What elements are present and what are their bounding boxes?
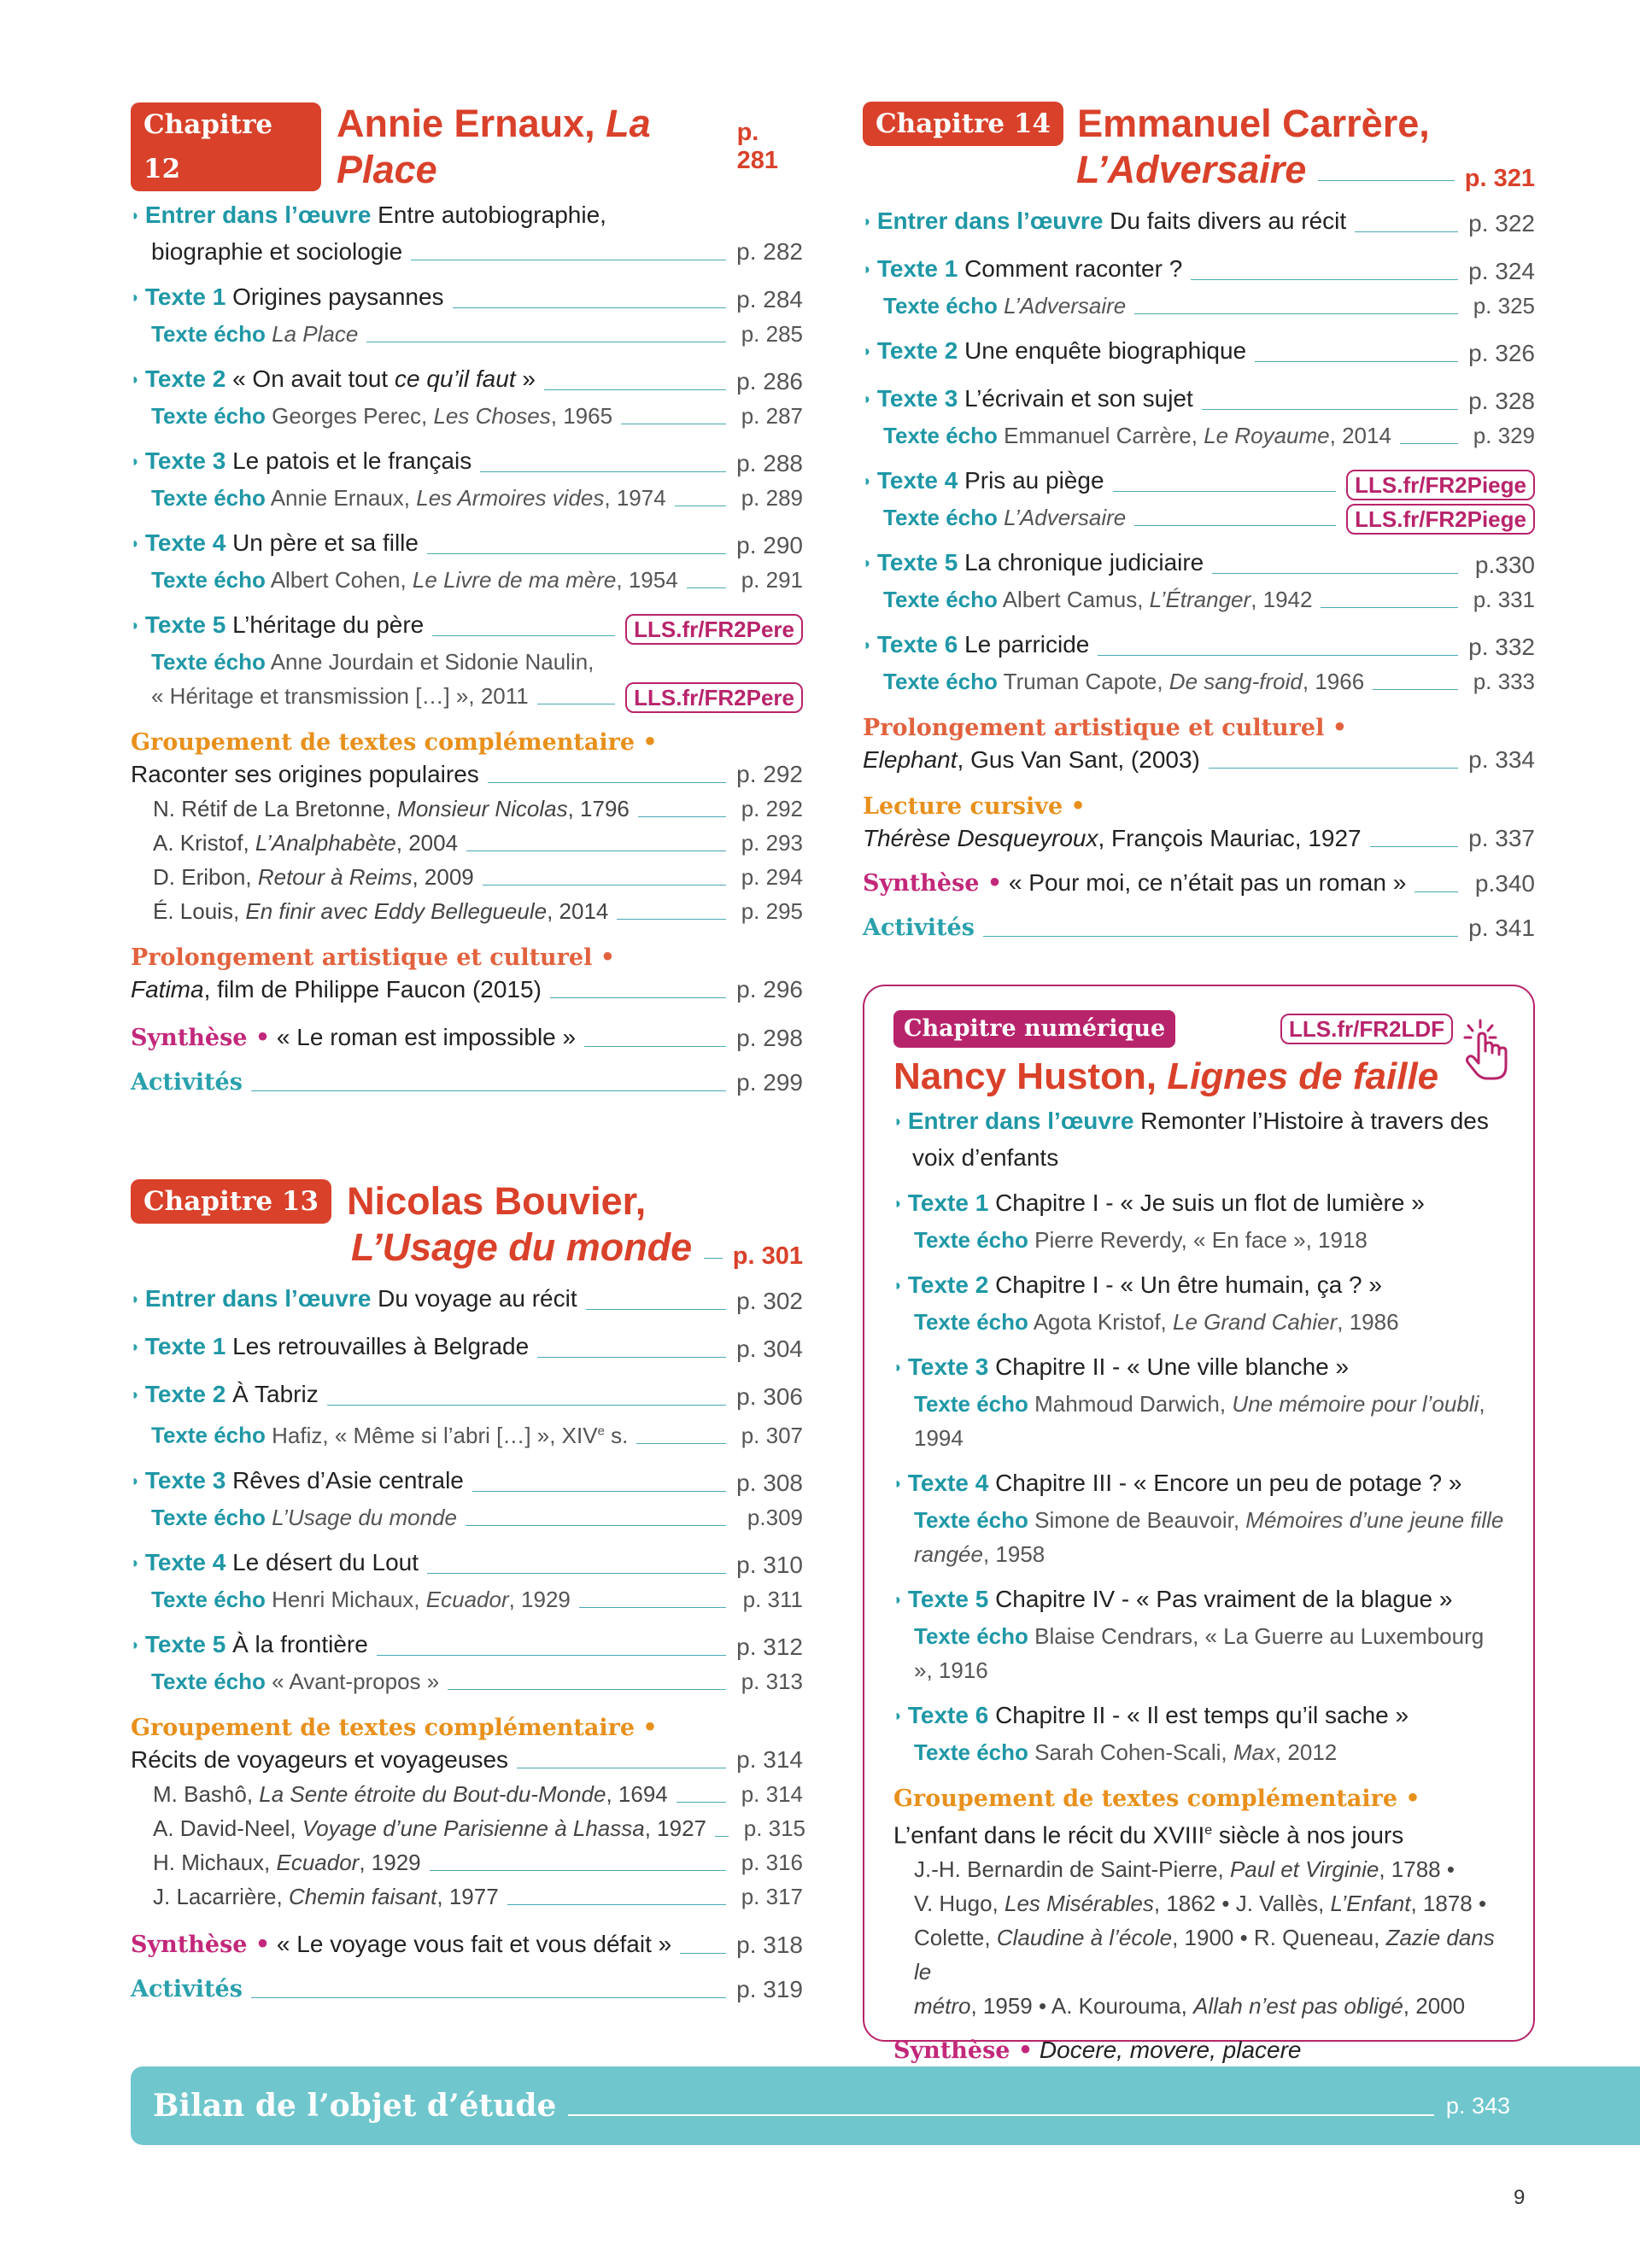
groupement-list: J.-H. Bernardin de Saint-Pierre, Paul et Virginie, 1788 • V. Hugo, Les Misérables, 1862 • J. Vallès, L’Enfant, 1878 • Colette, Claudine à l’école, 1900 • R. Queneau, Zazie dans le métro, 1959 • A. Kourouma, Allah n’est pas obligé, 2000: [914, 1856, 1495, 2020]
toc-entry-texte-4[interactable]: ◗ Texte 4 Chapitre III - « Encore un peu de potage ? »: [893, 1470, 1462, 1496]
toc-sub-item[interactable]: M. Bashô, La Sente étroite du Bout-du-Monde, 1694 p. 314: [153, 1780, 803, 1807]
toc-sub-item[interactable]: J. Lacarrière, Chemin faisant, 1977 p. 317: [153, 1883, 803, 1909]
toc-entry-texte-1[interactable]: ◗ Texte 1 Chapitre I - « Je suis un flot de lumière »: [893, 1190, 1425, 1216]
toc-entry-texte-5[interactable]: ◗ Texte 5 La chronique judiciaire p.330: [863, 549, 1535, 578]
bilan-title: Bilan de l’objet d’étude: [153, 2088, 557, 2124]
section-heading-groupement: Groupement de textes complémentaire •: [893, 1786, 1420, 1812]
toc-entry-texte-echo[interactable]: Texte écho Pierre Reverdy, « En face », 1918: [914, 1227, 1368, 1253]
toc-entry-texte-echo[interactable]: Texte écho Simone de Beauvoir, Mémoires d’une jeune fille rangée, 1958: [914, 1507, 1504, 1567]
digital-chapter-title: Nancy Huston, Lignes de faille: [893, 1055, 1439, 1097]
toc-entry-texte-4[interactable]: ◗ Texte 4 Un père et sa fille p. 290: [131, 529, 803, 558]
toc-entry-texte-echo[interactable]: Texte écho « Avant-propos » p. 313: [151, 1668, 803, 1694]
toc-entry-texte-3[interactable]: ◗ Texte 3 Rêves d’Asie centrale p. 308: [131, 1466, 803, 1496]
toc-entry-texte-5[interactable]: ◗ Texte 5 Chapitre IV - « Pas vraiment de la blague »: [893, 1586, 1453, 1612]
lls-link[interactable]: LLS.fr/FR2Piege: [1346, 470, 1535, 500]
toc-entry-texte-4[interactable]: ◗ Texte 4 Le désert du Lout p. 310: [131, 1548, 803, 1578]
toc-entry-texte-5[interactable]: ◗ Texte 5 À la frontière p. 312: [131, 1630, 803, 1660]
chapter-page[interactable]: p. 281: [736, 119, 778, 174]
toc-entry-texte-echo[interactable]: Texte écho Emmanuel Carrère, Le Royaume, 2014 p. 329: [883, 423, 1535, 448]
toc-entry-texte-1[interactable]: ◗ Texte 1 Origines paysannes p. 284: [131, 284, 803, 313]
toc-sub-item[interactable]: H. Michaux, Ecuador, 1929 p. 316: [153, 1849, 803, 1875]
toc-entry-texte-1[interactable]: ◗ Texte 1 Comment raconter ? p. 324: [863, 255, 1535, 284]
toc-entry-texte-4[interactable]: ◗ Texte 4 Pris au piège LLS.fr/FR2Piege: [863, 464, 1535, 500]
toc-entry-texte-echo[interactable]: Texte écho L’Adversaire LLS.fr/FR2Piege: [863, 500, 1535, 535]
section-heading-prolongement: Prolongement artistique et culturel •: [131, 944, 615, 971]
bilan-page: p. 343: [1445, 2092, 1510, 2119]
toc-sub-item[interactable]: D. Eribon, Retour à Reims, 2009 p. 294: [153, 864, 803, 890]
toc-entry-texte-6[interactable]: ◗ Texte 6 Le parricide p. 332: [863, 631, 1535, 660]
toc-entry-texte-echo[interactable]: Texte écho Annie Ernaux, Les Armoires vides, 1974 p. 289: [151, 485, 803, 511]
toc-entry-texte-2[interactable]: ◗ Texte 2 « On avait tout ce qu’il faut » p. 286: [131, 365, 803, 395]
chapter-title-italic: L’Adversaire: [1076, 148, 1307, 191]
lls-link[interactable]: LLS.fr/FR2Pere: [625, 614, 803, 645]
chapter-badge: Chapitre 14: [863, 102, 1063, 146]
lls-link[interactable]: LLS.fr/FR2LDF: [1280, 1014, 1453, 1044]
toc-entry-texte-echo[interactable]: Texte écho Henri Michaux, Ecuador, 1929 p. 311: [151, 1586, 803, 1612]
toc-entry-activites[interactable]: Activités p. 341: [863, 915, 1535, 941]
toc-entry-texte-2[interactable]: ◗ Texte 2 Une enquête biographique p. 326: [863, 337, 1535, 366]
toc-entry-activites[interactable]: Activités p. 299: [131, 1069, 803, 1096]
toc-entry-texte-echo[interactable]: Texte écho Truman Capote, De sang-froid, 1966 p. 333: [883, 669, 1535, 694]
toc-entry-texte-echo[interactable]: Texte écho Anne Jourdain et Sidonie Naulin,: [151, 649, 594, 675]
toc-entry-entrer[interactable]: ◗ Entrer dans l’œuvre Entre autobiographie,: [131, 202, 606, 228]
toc-entry-texte-3[interactable]: ◗ Texte 3 Chapitre II - « Une ville blanche »: [893, 1353, 1350, 1380]
toc-entry-synthese[interactable]: Synthèse • « Pour moi, ce n’était pas un roman » p.340: [863, 869, 1535, 897]
right-column: [863, 101, 1535, 945]
toc-entry-texte-echo[interactable]: Texte écho Albert Camus, L’Étranger, 1942 p. 331: [883, 587, 1535, 612]
toc-entry-texte-2[interactable]: ◗ Texte 2 À Tabriz p. 306: [131, 1381, 803, 1410]
toc-entry-texte-echo[interactable]: Texte écho Blaise Cendrars, « La Guerre au Luxembourg », 1916: [914, 1623, 1485, 1683]
toc-entry-synthese[interactable]: Synthèse • « Le roman est impossible » p. 298: [131, 1024, 803, 1051]
toc-entry-texte-echo[interactable]: Texte écho La Place p. 285: [151, 321, 803, 347]
chapter-title: Emmanuel Carrère,: [1077, 102, 1430, 145]
toc-entry-prolongement[interactable]: Elephant, Gus Van Sant, (2003) p. 334: [863, 746, 1535, 773]
toc-entry-texte-echo[interactable]: Texte écho Mahmoud Darwich, Une mémoire pour l’oubli, 1994: [914, 1391, 1485, 1451]
toc-entry-texte-3[interactable]: ◗ Texte 3 L’écrivain et son sujet p. 328: [863, 385, 1535, 414]
toc-entry-texte-echo[interactable]: Texte écho L’Adversaire p. 325: [883, 293, 1535, 319]
toc-entry-prolongement[interactable]: Fatima, film de Philippe Faucon (2015) p. 296: [131, 976, 803, 1002]
pointing-hand-icon: [1460, 1015, 1520, 1084]
chapter-title: Nicolas Bouvier,: [347, 1179, 647, 1223]
toc-entry-texte-6[interactable]: ◗ Texte 6 Chapitre II - « Il est temps qu’il sache »: [893, 1702, 1409, 1728]
toc-entry-entrer[interactable]: ◗ Entrer dans l’œuvre Remonter l’Histoire à travers des voix d’enfants: [893, 1108, 1489, 1171]
chapter-page[interactable]: p. 301: [732, 1242, 803, 1270]
page-number: 9: [1514, 2186, 1526, 2209]
toc-sub-item[interactable]: N. Rétif de La Bretonne, Monsieur Nicolas, 1796 p. 292: [153, 796, 803, 821]
toc-entry-texte-echo[interactable]: Texte écho Albert Cohen, Le Livre de ma mère, 1954 p. 291: [151, 567, 803, 593]
toc-entry-entrer-cont[interactable]: biographie et sociologie p. 282: [151, 238, 803, 265]
section-heading-lecture: Lecture cursive •: [863, 793, 1086, 820]
section-heading-prolongement: Prolongement artistique et culturel •: [863, 715, 1347, 741]
section-heading-groupement: Groupement de textes complémentaire •: [131, 729, 658, 756]
section-heading-groupement: Groupement de textes complémentaire •: [131, 1714, 658, 1741]
toc-entry-synthese[interactable]: Synthèse • « Le voyage vous fait et vous défait » p. 318: [131, 1930, 803, 1958]
toc-entry-texte-echo[interactable]: Texte écho Georges Perec, Les Choses, 1965 p. 287: [151, 403, 803, 429]
chapter-14-header: [863, 101, 1535, 193]
left-column: [131, 101, 806, 2007]
toc-entry-texte-echo[interactable]: Texte écho Agota Kristof, Le Grand Cahier, 1986: [914, 1309, 1399, 1335]
lls-link[interactable]: LLS.fr/FR2Piege: [1346, 504, 1535, 535]
toc-entry-texte-1[interactable]: ◗ Texte 1 Les retrouvailles à Belgrade p. 304: [131, 1333, 803, 1362]
toc-entry-lecture[interactable]: Thérèse Desqueyroux, François Mauriac, 1927 p. 337: [863, 825, 1535, 851]
toc-entry-texte-5[interactable]: ◗ Texte 5 L’héritage du père LLS.fr/FR2Pere: [131, 608, 803, 645]
toc-entry-texte-3[interactable]: ◗ Texte 3 Le patois et le français p. 288: [131, 447, 803, 476]
chapter-title: Annie Ernaux, La Place: [337, 102, 651, 191]
toc-entry-texte-echo[interactable]: Texte écho L’Usage du monde p.309: [151, 1504, 803, 1530]
lls-link[interactable]: LLS.fr/FR2Pere: [625, 682, 803, 713]
toc-entry-texte-echo[interactable]: Texte écho Hafiz, « Même si l’abri […] », XIVe s. p. 307: [151, 1422, 803, 1448]
toc-sub-item[interactable]: A. Kristof, L’Analphabète, 2004 p. 293: [153, 830, 803, 856]
toc-entry-entrer[interactable]: ◗ Entrer dans l’œuvre Du faits divers au récit p. 322: [863, 208, 1535, 237]
toc-entry-synthese[interactable]: Synthèse • Docere, movere, placere: [893, 2037, 1302, 2065]
toc-sub-item[interactable]: É. Louis, En finir avec Eddy Bellegueule, 2014 p. 295: [153, 898, 803, 924]
toc-entry-texte-echo-cont[interactable]: « Héritage et transmission […] », 2011 LLS.fr/FR2Pere: [131, 679, 803, 713]
toc-entry-texte-echo[interactable]: Texte écho Sarah Cohen-Scali, Max, 2012: [914, 1739, 1338, 1765]
chapter-12-header: [131, 101, 803, 193]
chapter-title-italic: L’Usage du monde: [351, 1225, 693, 1269]
bilan-bar[interactable]: [131, 2066, 1640, 2145]
chapter-badge: Chapitre 13: [131, 1179, 331, 1224]
digital-chapter-badge: Chapitre numérique: [893, 1010, 1175, 1048]
toc-entry-activites[interactable]: Activités p. 319: [131, 1975, 803, 2002]
toc-entry-groupement[interactable]: Raconter ses origines populaires p. 292: [131, 761, 803, 787]
chapter-page[interactable]: p. 321: [1464, 165, 1535, 192]
toc-entry-groupement[interactable]: Récits de voyageurs et voyageuses p. 314: [131, 1745, 803, 1773]
toc-entry-groupement[interactable]: L’enfant dans le récit du XVIIIe siècle à nos jours: [893, 1821, 1404, 1849]
digital-chapter-box: [863, 985, 1535, 2065]
toc-sub-item[interactable]: A. David-Neel, Voyage d’une Parisienne à Lhassa, 1927 p. 315: [153, 1815, 806, 1841]
toc-entry-texte-2[interactable]: ◗ Texte 2 Chapitre I - « Un être humain, ça ? »: [893, 1271, 1382, 1298]
chapter-13-header: [131, 1178, 803, 1271]
chapter-badge: Chapitre 12: [131, 102, 321, 191]
toc-entry-entrer[interactable]: ◗ Entrer dans l’œuvre Du voyage au récit p. 302: [131, 1285, 803, 1314]
